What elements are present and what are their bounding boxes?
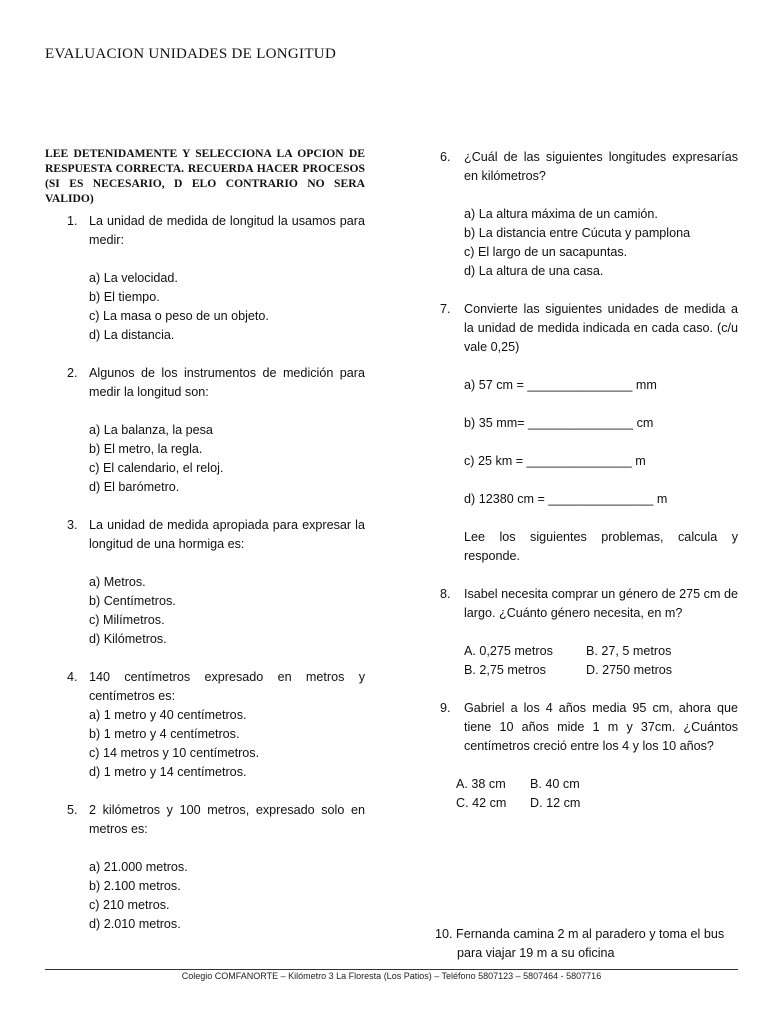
question-text: 140 centímetros expresado en metros y centímetros es: xyxy=(89,670,365,703)
option: a) 1 metro y 40 centímetros. xyxy=(89,708,247,722)
option: D. 2750 metros xyxy=(586,663,673,677)
question-8 xyxy=(410,585,738,680)
conversion-item: a) 57 cm = _______________ mm xyxy=(464,378,657,392)
conversion-item: c) 25 km = _______________ m xyxy=(464,454,646,468)
option: a) 21.000 metros. xyxy=(89,860,188,874)
question-number: 10. xyxy=(435,927,453,941)
question-text: Fernanda camina 2 m al paradero y toma el bus para viajar 19 m a su oficina xyxy=(456,927,725,960)
question-1 xyxy=(45,212,365,345)
question-7 xyxy=(410,300,738,357)
option: b) El tiempo. xyxy=(89,290,160,304)
option-row xyxy=(410,775,738,794)
option: a) La altura máxima de un camión. xyxy=(464,207,658,221)
option: a) La velocidad. xyxy=(89,271,178,285)
option: A. 38 cm xyxy=(456,777,506,791)
question-9 xyxy=(410,699,738,756)
option: C. 42 cm xyxy=(456,796,507,810)
conversion-item: b) 35 mm= _______________ cm xyxy=(464,416,654,430)
question-text: 2 kilómetros y 100 metros, expresado solo en metros es: xyxy=(89,803,365,836)
question-text: ¿Cuál de las siguientes longitudes expresarías en kilómetros? xyxy=(464,150,738,183)
question-text: Isabel necesita comprar un género de 275 cm de largo. ¿Cuánto género necesita, en m? xyxy=(464,587,738,620)
option: c) Milímetros. xyxy=(89,613,165,627)
option-row xyxy=(410,794,738,813)
option: c) El calendario, el reloj. xyxy=(89,461,224,475)
question-number: 6. xyxy=(440,150,451,164)
footer: Colegio COMFANORTE – Kilómetro 3 La Floresta (Los Patios) – Teléfono 5807123 – 5807464 - 5807716 xyxy=(181,971,602,981)
option: b) La distancia entre Cúcuta y pamplona xyxy=(464,226,691,240)
option-row xyxy=(464,661,738,680)
option: c) La masa o peso de un objeto. xyxy=(89,309,269,323)
question-number: 3. xyxy=(67,518,78,532)
question-number: 9. xyxy=(440,701,451,715)
question-2 xyxy=(45,364,365,497)
question-text: Algunos de los instrumentos de medición para medir la longitud son: xyxy=(89,366,365,399)
question-5 xyxy=(45,801,365,934)
option: c) 210 metros. xyxy=(89,898,170,912)
option: b) El metro, la regla. xyxy=(89,442,203,456)
question-number: 8. xyxy=(440,587,451,601)
question-number: 4. xyxy=(67,670,78,684)
option: b) 1 metro y 4 centímetros. xyxy=(89,727,240,741)
conversion-item: d) 12380 cm = _______________ m xyxy=(464,492,668,506)
option: d) La altura de una casa. xyxy=(464,264,604,278)
question-text: Convierte las siguientes unidades de medida a la unidad de medida indicada en cada caso. (c/u vale 0,25) xyxy=(464,302,738,354)
question-number: 7. xyxy=(440,302,451,316)
problems-intro: Lee los siguientes problemas, calcula y responde. xyxy=(464,530,738,563)
question-text: La unidad de medida de longitud la usamos para medir: xyxy=(89,214,365,247)
option: d) Kilómetros. xyxy=(89,632,167,646)
footer-divider xyxy=(45,969,738,970)
question-10 xyxy=(410,925,740,963)
question-4 xyxy=(45,668,365,782)
question-text: La unidad de medida apropiada para expresar la longitud de una hormiga es: xyxy=(89,518,365,551)
option: B. 27, 5 metros xyxy=(586,644,672,658)
option: d) La distancia. xyxy=(89,328,175,342)
right-column xyxy=(410,148,738,813)
question-number: 1. xyxy=(67,214,78,228)
instructions: LEE DETENIDAMENTE Y SELECCIONA LA OPCION DE RESPUESTA CORRECTA. RECUERDA HACER PROCESOS (SI ES NECESARIO, D ELO CONTRARIO NO SERA VALIDO) xyxy=(45,147,365,205)
option: a) Metros. xyxy=(89,575,146,589)
question-text: Gabriel a los 4 años media 95 cm, ahora que tiene 10 años mide 1 m y 37cm. ¿Cuántos centímetros creció entre los 4 y los 10 años? xyxy=(464,701,738,753)
option: a) La balanza, la pesa xyxy=(89,423,213,437)
option: b) Centímetros. xyxy=(89,594,176,608)
option: B. 40 cm xyxy=(530,777,580,791)
question-number: 5. xyxy=(67,803,78,817)
option-row xyxy=(464,642,738,661)
question-3 xyxy=(45,516,365,649)
question-6 xyxy=(410,148,738,281)
left-column xyxy=(45,146,365,934)
option: c) El largo de un sacapuntas. xyxy=(464,245,628,259)
page-title: EVALUACION UNIDADES DE LONGITUD xyxy=(45,46,337,62)
option: b) 2.100 metros. xyxy=(89,879,181,893)
option: d) El barómetro. xyxy=(89,480,180,494)
option: A. 0,275 metros xyxy=(464,644,553,658)
option: D. 12 cm xyxy=(530,796,581,810)
question-number: 2. xyxy=(67,366,78,380)
option: B. 2,75 metros xyxy=(464,663,546,677)
option: c) 14 metros y 10 centímetros. xyxy=(89,746,260,760)
option: d) 2.010 metros. xyxy=(89,917,181,931)
option: d) 1 metro y 14 centímetros. xyxy=(89,765,247,779)
